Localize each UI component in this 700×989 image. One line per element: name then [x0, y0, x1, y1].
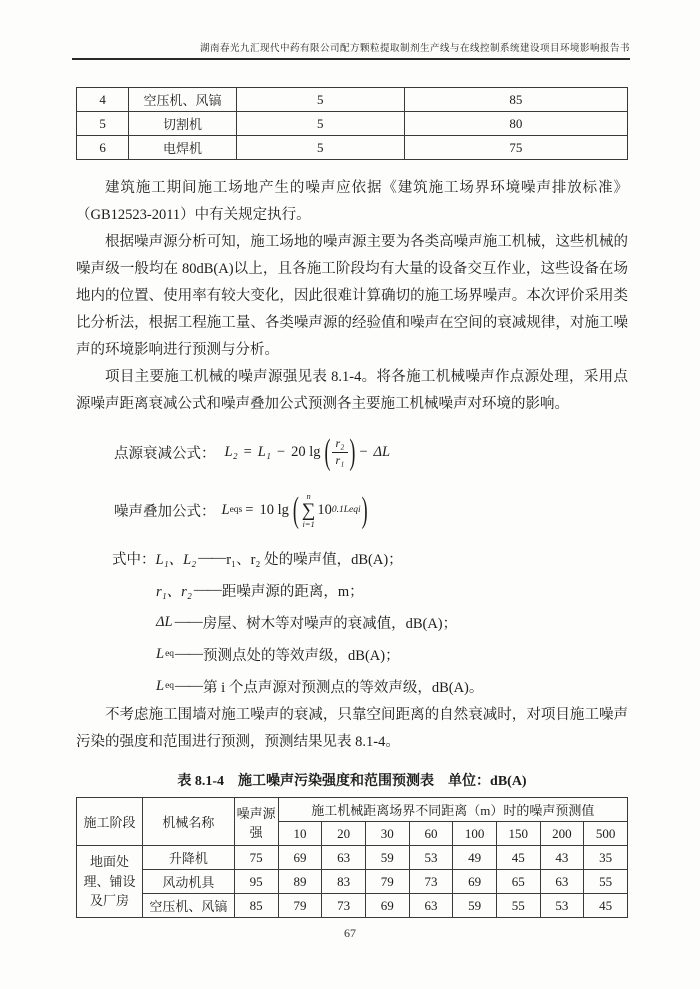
formula-label: 噪声叠加公式：	[114, 503, 216, 520]
definition-symbol: L₁、L₂	[155, 551, 197, 568]
formula-noise-superposition	[114, 486, 628, 534]
formula-base: 10	[317, 501, 332, 518]
left-paren: (	[292, 489, 299, 529]
value-cell: 35	[584, 846, 628, 870]
formula-operator: −	[276, 443, 286, 460]
right-paren: )	[349, 431, 356, 471]
definition-text: 距噪声源的距离，m；	[221, 583, 364, 600]
value-cell: 73	[322, 894, 366, 918]
value-cell: 59	[453, 894, 497, 918]
symbol-definitions	[76, 542, 628, 702]
page-content	[0, 87, 700, 918]
value-cell: 53	[409, 846, 453, 870]
paragraph-prediction-result: 不考虑施工围墙对施工噪声的衰减，只靠空间距离的自然衰减时，对项目施工噪声污染的强度和范围进行预测，预测结果见表 8.1-4。	[76, 707, 628, 750]
value-cell: 65	[496, 870, 540, 894]
formula-term: L	[221, 501, 230, 518]
paragraph-standard-reference: 建筑施工期间施工场地产生的噪声应依据《建筑施工场界环境噪声排放标准》（GB12523-2011）中有关规定执行。	[76, 180, 628, 223]
formula-subscript: eqs	[229, 505, 243, 515]
definition-text: 房屋、树木等对噪声的衰减值，dB(A)；	[202, 615, 458, 632]
value-cell: 45	[496, 846, 540, 870]
distance-header: 500	[584, 822, 628, 846]
table-cell: 空压机、风镐	[129, 88, 236, 112]
value-cell: 69	[365, 894, 409, 918]
formula-coefficient: 10 lg	[259, 501, 289, 518]
summation-upper-limit: n	[306, 491, 311, 501]
definition-line	[76, 542, 628, 574]
definition-dash: ——	[175, 645, 203, 662]
table-cell: 5	[236, 112, 404, 136]
table-row	[77, 894, 628, 918]
table-row	[77, 870, 628, 894]
formula-operator: =	[245, 501, 254, 518]
definition-symbol: ΔL	[156, 613, 173, 630]
table-cell: 80	[404, 112, 627, 136]
fraction	[332, 436, 349, 468]
summation-lower-limit: i=1	[302, 518, 315, 529]
noise-source-table	[76, 87, 628, 160]
value-cell: 43	[540, 846, 584, 870]
definition-text: 预测点处的等效声级，dB(A)；	[203, 647, 400, 664]
definition-text: 第 i 个点声源对预测点的等效声级，dB(A)。	[203, 679, 484, 696]
distance-header: 10	[278, 822, 322, 846]
column-header-span: 施工机械距离场界不同距离（m）时的噪声预测值	[278, 798, 627, 822]
table-cell: 75	[404, 136, 627, 160]
table-cell: 5	[77, 112, 129, 136]
table-cell: 切割机	[129, 112, 236, 136]
column-header: 机械名称	[143, 798, 234, 846]
formula-term: L₂	[224, 443, 238, 460]
value-cell: 63	[322, 846, 366, 870]
value-cell: 45	[584, 894, 628, 918]
page-header	[0, 0, 700, 60]
machine-cell: 升降机	[143, 846, 234, 870]
value-cell: 55	[584, 870, 628, 894]
value-cell: 79	[278, 894, 322, 918]
value-cell: 49	[453, 846, 497, 870]
summation	[302, 492, 316, 528]
header-rule	[72, 58, 630, 60]
definition-line	[76, 606, 628, 638]
machine-cell: 空压机、风镐	[143, 894, 234, 918]
value-cell: 69	[453, 870, 497, 894]
definition-dash: ——	[175, 677, 203, 694]
table-cell: 4	[77, 88, 129, 112]
table-cell: 电焊机	[129, 136, 236, 160]
distance-header: 200	[540, 822, 584, 846]
definition-symbol: L	[156, 677, 165, 694]
distance-header: 30	[365, 822, 409, 846]
value-cell: 55	[496, 894, 540, 918]
table-row	[77, 846, 628, 870]
table-row	[77, 136, 628, 160]
page-footer	[0, 926, 700, 941]
paragraph-prediction-method: 项目主要施工机械的噪声源强见表 8.1-4。将各施工机械噪声作点源处理，采用点源噪声距离衰减公式和噪声叠加公式预测各主要施工机械噪声对环境的影响。	[76, 369, 628, 412]
value-cell: 69	[278, 846, 322, 870]
value-cell: 53	[540, 894, 584, 918]
formula-coefficient: 20 lg	[291, 443, 321, 460]
sigma-icon: ∑	[301, 499, 316, 521]
page-number: 67	[344, 926, 356, 940]
definition-line	[76, 574, 628, 606]
definition-symbol: r₁、r₂	[156, 583, 192, 600]
fraction-denominator: r₁	[335, 452, 345, 467]
distance-header: 60	[409, 822, 453, 846]
paragraph-noise-source-analysis: 根据噪声源分析可知，施工场地的噪声源主要为各类高噪声施工机械，这些机械的噪声级一般均在 80dB(A)以上，且各施工阶段均有大量的设备交互作业，这些设备在场地内的位置、使用率有较大变化，因此很难计算确切的施工场界噪声。本次评价采用类比分析法，根据工程施工量、各类噪声源的经验值和噪声在空间的衰减规律，对施工噪声的环境影响进行预测与分析。	[76, 234, 628, 358]
table-cell: 6	[77, 136, 129, 160]
distance-header: 20	[322, 822, 366, 846]
definition-text: r₁、r₂ 处的噪声值，dB(A)；	[226, 551, 403, 568]
definition-dash: ——	[174, 613, 202, 630]
definition-dash: ——	[193, 581, 221, 598]
left-paren: (	[324, 431, 331, 471]
formula-operator: −	[359, 443, 368, 460]
formula-exponent: 0.1Leqi	[331, 505, 361, 515]
noise-prediction-table	[76, 797, 628, 918]
distance-header: 100	[453, 822, 497, 846]
source-cell: 85	[234, 894, 278, 918]
formula-label: 点源衰减公式：	[114, 445, 216, 462]
table-cell: 5	[236, 136, 404, 160]
table-row	[77, 88, 628, 112]
formula-term: L₁	[257, 443, 271, 460]
column-header: 噪声源强	[234, 798, 278, 846]
formula-term: ΔL	[373, 443, 391, 460]
value-cell: 63	[540, 870, 584, 894]
table-header-row	[77, 798, 628, 822]
definition-dash: ——	[198, 549, 226, 566]
table-cell: 85	[404, 88, 627, 112]
fraction-numerator: r₂	[332, 436, 349, 453]
header-title: 湖南春光九汇现代中药有限公司配方颗粒提取制剂生产线与在线控制系统建设项目环境影响报告书	[199, 44, 630, 54]
source-cell: 95	[234, 870, 278, 894]
table-cell: 5	[236, 88, 404, 112]
definition-lead: 式中：	[112, 551, 156, 568]
value-cell: 83	[322, 870, 366, 894]
column-header: 施工阶段	[77, 798, 143, 846]
source-cell: 75	[234, 846, 278, 870]
definition-line: L eq —— 第 i 个点声源对预测点的等效声级，dB(A)。	[156, 677, 484, 696]
distance-header: 150	[496, 822, 540, 846]
definition-symbol: L	[156, 645, 165, 662]
definition-line: L eq —— 预测点处的等效声级，dB(A)；	[156, 645, 400, 664]
machine-cell: 风动机具	[143, 870, 234, 894]
prediction-table-caption: 表 8.1-4 施工噪声污染强度和范围预测表 单位：dB(A)	[177, 774, 527, 789]
value-cell: 73	[409, 870, 453, 894]
stage-cell: 地面处理、铺设及厂房	[77, 846, 143, 918]
right-paren: )	[361, 489, 368, 529]
table-row	[77, 112, 628, 136]
formula-operator: =	[243, 443, 252, 460]
value-cell: 89	[278, 870, 322, 894]
value-cell: 79	[365, 870, 409, 894]
value-cell: 59	[365, 846, 409, 870]
formula-point-source-attenuation	[114, 428, 628, 476]
value-cell: 63	[409, 894, 453, 918]
